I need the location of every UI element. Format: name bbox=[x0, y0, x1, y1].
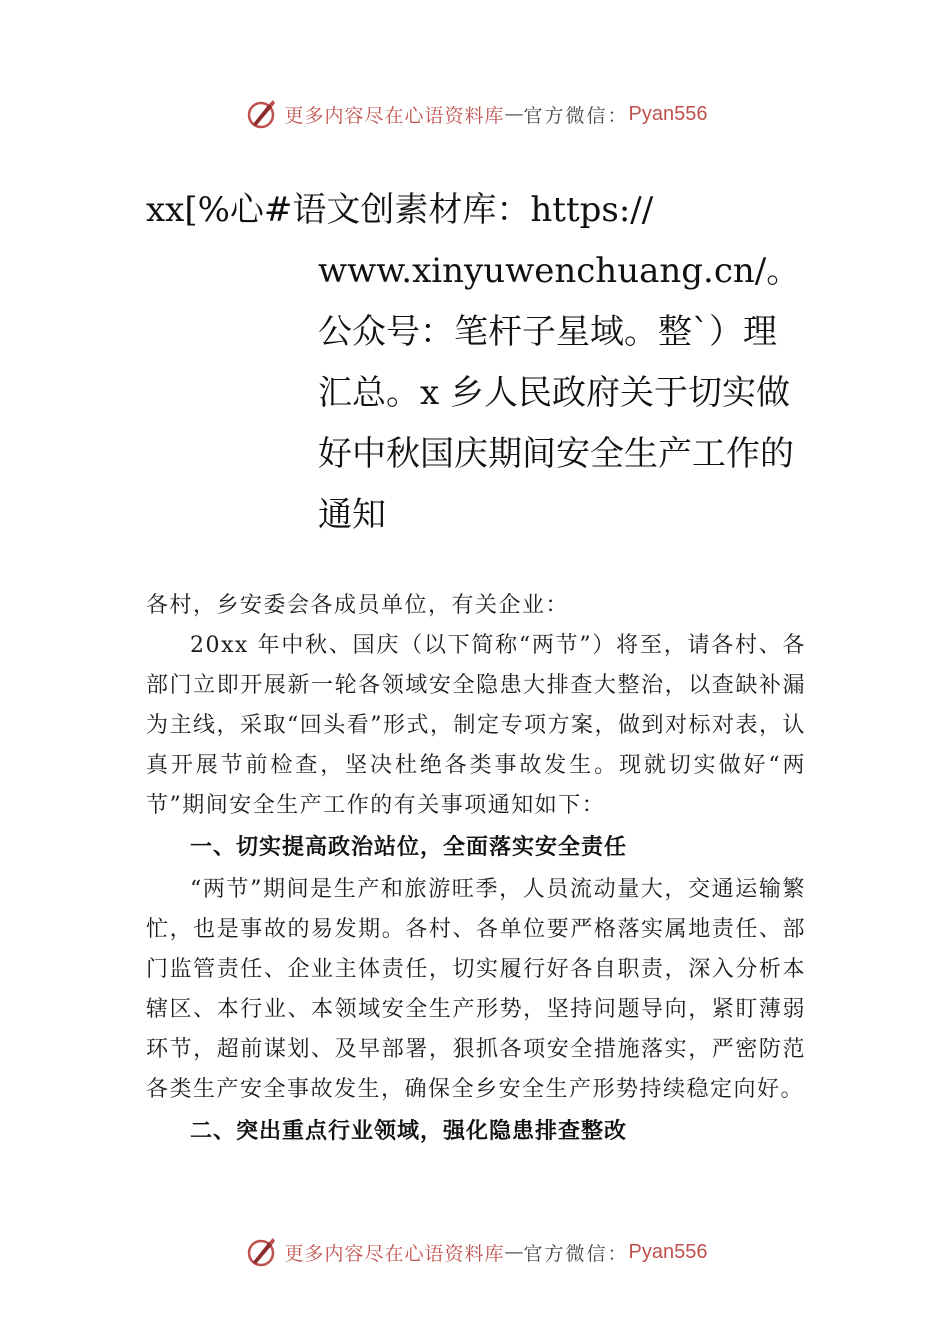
section-heading-1: 一、切实提高政治站位，全面落实安全责任 bbox=[190, 835, 628, 860]
title-rest: www.xinyuwenchuang.cn/。公众号：笔杆子星域。整`）理汇总。x 乡人民政府关于切实做好中秋国庆期间安全生产工作的通知 bbox=[318, 251, 801, 535]
section-heading-2: 二、突出重点行业领域，强化隐患排查整改 bbox=[190, 1119, 628, 1144]
banner-separator: — bbox=[504, 103, 524, 125]
banner-wechat-id: Pyan556 bbox=[628, 1240, 708, 1263]
footer-banner bbox=[0, 1232, 950, 1272]
banner-wechat-label: 官方微信： bbox=[523, 104, 629, 127]
document-title bbox=[146, 180, 806, 546]
title-line-1: xx[%心#语文创素材库：https:// bbox=[146, 190, 654, 230]
banner-separator: — bbox=[504, 1241, 524, 1263]
banner-brand: 更多内容尽在心语资料库 bbox=[284, 1242, 505, 1265]
banner-wechat-id: Pyan556 bbox=[628, 102, 708, 125]
document-body bbox=[146, 586, 806, 1154]
paragraph-section-1: “两节”期间是生产和旅游旺季，人员流动量大，交通运输繁忙，也是事故的易发期。各村、各单位要严格落实属地责任、部门监管责任、企业主体责任，切实履行好各自职责，深入分析本辖区、本行业、本领域安全生产形势，坚持问题导向，紧盯薄弱环节，超前谋划、及早部署，狠抓各项安全措施落实，严密防范各类生产安全事故发生，确保全乡安全生产形势持续稳定向好。 bbox=[146, 877, 806, 1102]
salutation: 各村，乡安委会各成员单位，有关企业： bbox=[146, 593, 570, 618]
paragraph-intro: 20xx 年中秋、国庆（以下简称“两节”）将至，请各村、各部门立即开展新一轮各领域安全隐患大排查大整治，以查缺补漏为主线，采取“回头看”形式，制定专项方案，做到对标对表，认真开展节前检查，坚决杜绝各类事故发生。现就切实做好“两节”期间安全生产工作的有关事项通知如下： bbox=[146, 633, 806, 818]
banner-wechat-label: 官方微信： bbox=[523, 1242, 629, 1265]
header-banner bbox=[0, 94, 950, 134]
pen-logo-icon bbox=[243, 96, 279, 132]
pen-logo-icon bbox=[243, 1234, 279, 1270]
banner-brand: 更多内容尽在心语资料库 bbox=[284, 104, 505, 127]
